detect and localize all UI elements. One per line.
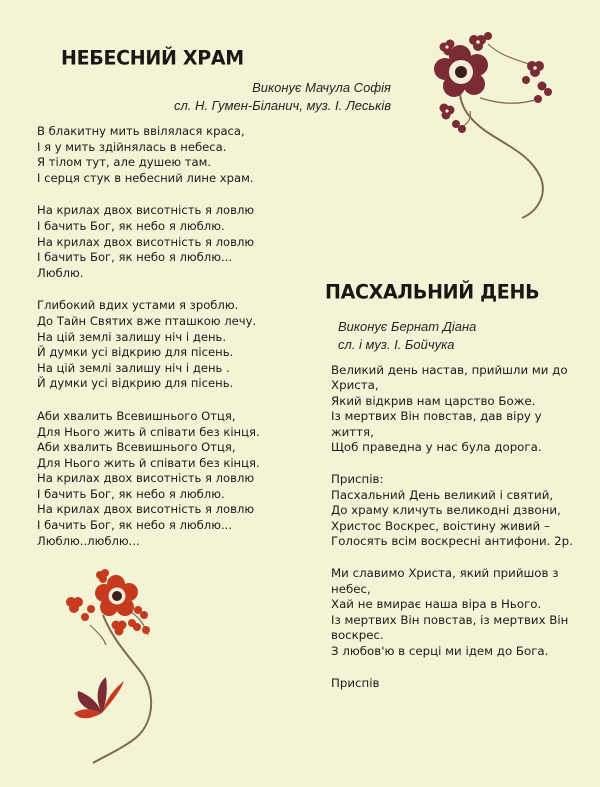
song2-title: ПАСХАЛЬНИЙ ДЕНЬ: [325, 280, 540, 304]
lyric-line: Глибокий вдих устами я зроблю.: [37, 298, 239, 313]
chorus-label: Приспів:: [331, 472, 384, 487]
lyric-line: До Тайн Святих вже пташкою лечу.: [37, 313, 257, 328]
lyric-line: І я у мить здійнялась в небеса.: [37, 139, 227, 154]
song2-authors: сл. і муз. І. Бойчука: [338, 337, 455, 352]
lyric-line: На крилах двох висотність я ловлю: [37, 471, 255, 486]
lyric-line: І бачить Бог, як небо я люблю.: [37, 486, 225, 501]
lyric-line: Із мертвих Він повстав, із мертвих Він воскрес.: [331, 612, 569, 643]
lyric-line: Люблю..люблю...: [37, 533, 140, 548]
lyric-line: Й думки усі відкрию для пісень.: [37, 376, 234, 391]
song1-performer: Виконує Мачула Софія: [252, 80, 391, 95]
lyric-line: Христос Воскрес, воістину живий –: [331, 518, 550, 533]
lyric-line: Великий день настав, прийшли ми до Христа,: [331, 363, 568, 393]
song1-verse: [37, 298, 307, 392]
lyric-line: На крилах двох висотність я ловлю: [37, 234, 255, 249]
lyric-line: Й думки усі відкрию для пісень.: [37, 345, 234, 360]
lyric-line: На цій землі залишу ніч і день .: [37, 360, 230, 375]
song2-performer: Виконує Бернат Діана: [338, 319, 477, 334]
lyric-line: Із мертвих Він повстав, дав віру у життя,: [331, 409, 542, 439]
lyric-line: Для Нього жить й співати без кінця.: [37, 424, 260, 439]
lyric-line: І серця стук в небесний лине храм.: [37, 170, 254, 185]
lyric-line: Аби хвалить Всевишнього Отця,: [37, 440, 236, 455]
lyric-line: Пасхальний День великий і святий,: [331, 487, 554, 502]
song1-lyrics: [37, 124, 307, 549]
lyric-line: Голосять всім воскресні антифони. 2р.: [331, 534, 573, 549]
song1-title: НЕБЕСНИЙ ХРАМ: [61, 46, 244, 70]
flower-ornament-icon: [430, 26, 570, 226]
lyric-line: І бачить Бог, як небо я люблю...: [37, 518, 233, 533]
lyric-line: До храму кличуть великодні дзвони,: [331, 503, 561, 518]
lyric-line: І бачить Бог, як небо я люблю...: [37, 250, 233, 265]
lyric-line: І бачить Бог, як небо я люблю.: [37, 218, 225, 233]
song2-verse: [331, 363, 569, 455]
lyric-line: Я тілом тут, але душею там.: [37, 155, 212, 170]
song1-verse: [37, 124, 307, 186]
song2-verse: [331, 676, 569, 691]
chorus-label: Приспів: [331, 675, 380, 690]
song1-authors: сл. Н. Гумен-Біланич, муз. І. Леськів: [173, 98, 391, 113]
song2-lyrics: [331, 363, 573, 691]
song2-verse: [331, 472, 573, 549]
lyric-line: Хай не вмирає наша віра в Нього.: [331, 597, 542, 612]
lyric-line: З любов'ю в серці ми ідем до Бога.: [331, 643, 549, 658]
song1-verse: [37, 409, 307, 549]
lyric-line: Для Нього жить й співати без кінця.: [37, 455, 260, 470]
lyric-line: Люблю.: [37, 265, 84, 280]
lyric-line: Аби хвалить Всевишнього Отця,: [37, 408, 236, 423]
song1-verse: [37, 203, 307, 281]
lyric-line: В блакитну мить ввілялася краса,: [37, 124, 245, 138]
lyric-line: На цій землі залишу ніч і день.: [37, 329, 227, 344]
lyric-line: На крилах двох висотність я ловлю: [37, 502, 255, 517]
lyric-line: На крилах двох висотність я ловлю: [37, 203, 255, 218]
lyric-line: Який відкрив нам царство Боже.: [331, 393, 536, 408]
flower-ornament-icon: [58, 565, 168, 765]
lyric-line: Ми славимо Христа, який прийшов з небес,: [331, 566, 559, 596]
lyric-line: Щоб праведна у нас була дорога.: [331, 440, 542, 455]
song2-verse: [331, 566, 569, 658]
